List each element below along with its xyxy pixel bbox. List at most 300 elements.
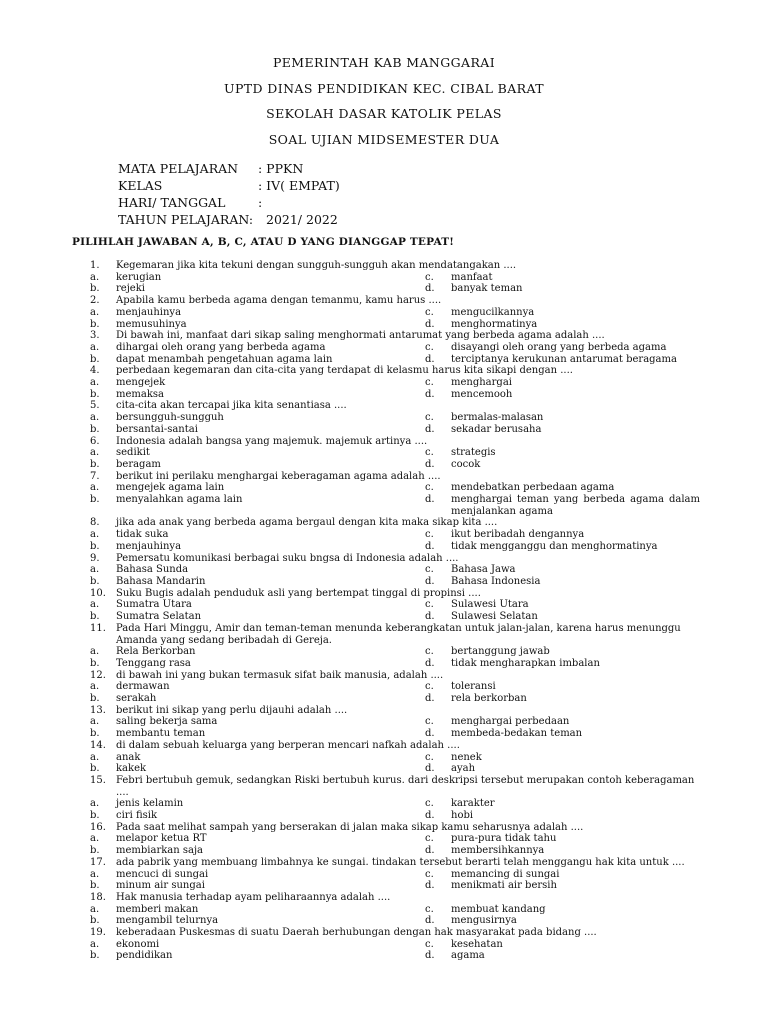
option-a [90,833,425,845]
option-b [90,576,425,588]
option-text: memusuhinya [116,318,187,330]
answer-options [90,447,700,470]
question-stem [90,740,700,752]
option-a [90,869,425,881]
question-number: 8. [90,517,100,529]
question-number: 17. [90,856,106,868]
option-letter: b. [90,611,100,623]
question-number: 10. [90,587,106,599]
option-a [90,272,425,284]
option-text: Sulawesi Selatan [451,611,538,623]
option-text: melapor ketua RT [116,833,207,845]
option-b [90,763,425,775]
question-item [90,775,700,822]
option-a [90,447,425,459]
question-text: jika ada anak yang berbeda agama bergaul dengan kita maka sikap kita .... [116,517,498,529]
answer-options [90,564,700,587]
answer-options [90,681,700,704]
option-c [425,307,700,319]
option-text: menyalahkan agama lain [116,494,243,506]
option-text: ciri fisik [116,810,158,822]
option-text: bermalas-malasan [451,412,544,424]
option-c [425,342,700,354]
option-a [90,482,425,494]
question-stem [90,400,700,412]
question-item [90,365,700,400]
option-a [90,307,425,319]
option-letter: c. [425,903,434,915]
option-b [90,880,425,892]
header-line-school: SEKOLAH DASAR KATOLIK PELAS [266,106,502,121]
question-stem [90,260,700,272]
option-text: pendidikan [116,950,173,962]
option-text: membeda-bedakan teman [451,728,583,740]
option-letter: b. [90,693,100,705]
option-letter: b. [90,540,100,552]
option-letter: a. [90,751,100,763]
question-text: Indonesia adalah bangsa yang majemuk. majemuk artinya .... [116,435,428,447]
option-b [90,424,425,436]
option-text: membantu teman [116,728,206,740]
option-text: Bahasa Mandarin [116,575,206,587]
option-letter: a. [90,271,100,283]
option-b [90,389,425,401]
question-number: 9. [90,552,100,564]
option-text: ekonomi [116,938,160,950]
option-a [90,564,425,576]
question-item [90,927,700,962]
option-text: beragam [116,458,161,470]
question-stem [90,330,700,342]
option-text: agama [451,950,485,962]
option-c [425,646,700,658]
info-label: HARI/ TANGGAL [118,195,226,210]
question-text: ada pabrik yang membuang limbahnya ke sungai. tindakan tersebut berarti telah menggangu hak kita untuk .... [116,856,685,868]
option-letter: b. [90,763,100,775]
question-item [90,670,700,705]
question-stem [90,588,700,600]
option-letter: d. [425,318,435,330]
option-text: kakek [116,763,147,775]
header-line-office: UPTD DINAS PENDIDIKAN KEC. CIBAL BARAT [224,80,544,96]
option-letter: c. [425,833,434,845]
question-item [90,623,700,670]
option-text: kesehatan [451,938,503,950]
option-letter: c. [425,564,434,576]
question-text: keberadaan Puskesmas di suatu Daerah berhubungan dengan hak masyarakat pada bidang .... [116,927,597,939]
option-letter: c. [425,868,434,880]
option-b [90,319,425,331]
info-row-subject [118,160,426,177]
question-number: 15. [90,774,106,786]
option-text: kerugian [116,271,162,283]
question-text: cita-cita akan tercapai jika kita senantiasa .... [116,400,347,412]
option-b [90,728,425,740]
option-letter: a. [90,938,100,950]
option-c [425,798,700,810]
option-text: Tenggang rasa [116,657,191,669]
option-text: mengejek [116,377,166,389]
option-text: tidak suka [116,529,169,541]
question-number: 6. [90,435,100,447]
option-c [425,833,700,845]
option-b [90,950,425,962]
question-stem [90,705,700,717]
answer-options [90,833,700,856]
option-b [90,354,425,366]
option-text: mengambil telurnya [116,915,219,927]
option-c [425,716,700,728]
option-d [425,576,700,588]
option-d [425,728,700,740]
option-b [90,283,425,295]
answer-options [90,272,700,295]
question-item [90,740,700,775]
option-b [90,611,425,623]
option-text: mengejek agama lain [116,482,225,494]
option-text: menghormatinya [451,318,538,330]
option-d [425,611,700,623]
option-letter: a. [90,599,100,611]
option-a [90,646,425,658]
option-letter: c. [425,938,434,950]
question-stem [90,822,700,834]
option-text: Sumatra Utara [116,599,192,611]
option-c [425,412,700,424]
option-d [425,389,700,401]
option-letter: d. [425,283,435,295]
option-a [90,377,425,389]
option-c [425,752,700,764]
option-a [90,412,425,424]
option-d [425,845,700,857]
question-text: berikut ini sikap yang perlu dijauhi adalah .... [116,704,348,716]
option-text: manfaat [451,271,493,283]
option-d [425,494,700,517]
question-stem [90,517,700,529]
option-a [90,599,425,611]
option-letter: a. [90,681,100,693]
option-text: dapat menambah pengetahuan agama lain [116,353,333,365]
option-letter: c. [425,306,434,318]
question-item [90,471,700,518]
option-text: membiarkan saja [116,845,204,857]
question-text: Apabila kamu berbeda agama dengan temanmu, kamu harus .... [116,295,442,307]
option-text: mencemooh [451,388,513,400]
question-item [90,857,700,892]
option-text: tidak mengganggu dan menghormatinya [451,540,658,552]
info-value: 2021/ 2022 [266,212,338,227]
option-letter: d. [425,575,435,587]
option-letter: a. [90,868,100,880]
option-d [425,693,700,705]
header-line-government: PEMERINTAH KAB MANGGARAI [272,55,496,70]
option-letter: d. [425,693,435,705]
option-text: terciptanya kerukunan antarumat beragama [451,353,677,365]
info-label: MATA PELAJARAN [118,161,239,176]
option-letter: c. [425,412,434,424]
info-row-class [118,177,426,194]
question-item [90,295,700,330]
question-item [90,553,700,588]
answer-options [90,798,700,821]
question-number: 16. [90,821,106,833]
question-item [90,705,700,740]
question-stem [90,471,700,483]
question-item [90,822,700,857]
option-b [90,810,425,822]
question-item [90,517,700,552]
option-a [90,904,425,916]
option-d [425,810,700,822]
answer-options [90,752,700,775]
option-letter: d. [425,423,435,435]
option-text: mendebatkan perbedaan agama [451,482,615,494]
option-letter: a. [90,377,100,389]
option-a [90,798,425,810]
option-letter: c. [425,681,434,693]
option-text: rela berkorban [451,693,527,705]
option-a [90,529,425,541]
option-letter: d. [425,540,435,552]
option-d [425,319,700,331]
option-text: menghargai [451,377,512,389]
option-text: karakter [451,798,495,810]
option-letter: c. [425,716,434,728]
option-text: menghargai teman yang berbeda agama dalam menjalankan agama [451,494,700,517]
question-text: Febri bertubuh gemuk, sedangkan Riski bertubuh kurus. dari deskripsi tersebut merupakan contoh keberagaman .... [116,774,695,798]
question-list [90,260,700,962]
option-text: disayangi oleh orang yang berbeda agama [451,341,667,353]
question-item [90,588,700,623]
option-d [425,354,700,366]
question-stem [90,857,700,869]
option-letter: d. [425,810,435,822]
info-value: : IV( EMPAT) [258,178,340,193]
option-text: menikmati air bersih [451,880,557,892]
option-d [425,459,700,471]
question-text: Hak manusia terhadap ayam peliharaannya adalah .... [116,891,391,903]
option-text: memberi makan [116,903,199,915]
option-text: menghargai perbedaan [451,716,570,728]
instruction-text: PILIHLAH JAWABAN A, B, C, ATAU D YANG DIANGGAP TEPAT! [72,236,455,248]
option-text: membersihkannya [451,845,545,857]
exam-info [118,160,426,228]
answer-options [90,599,700,622]
option-letter: b. [90,915,100,927]
option-letter: a. [90,341,100,353]
question-number: 7. [90,470,100,482]
option-letter: a. [90,798,100,810]
option-text: tidak mengharapkan imbalan [451,657,600,669]
option-text: banyak teman [451,283,523,295]
option-text: dermawan [116,681,170,693]
option-c [425,939,700,951]
option-a [90,342,425,354]
question-text: di dalam sebuah keluarga yang berperan mencari nafkah adalah .... [116,739,460,751]
option-c [425,869,700,881]
option-a [90,716,425,728]
answer-options [90,869,700,892]
question-stem [90,775,700,798]
question-stem [90,927,700,939]
option-letter: d. [425,611,435,623]
answer-options [90,716,700,739]
question-text: berikut ini perilaku menghargai keberagaman agama adalah .... [116,470,441,482]
option-text: Bahasa Jawa [451,564,516,576]
option-c [425,681,700,693]
option-letter: d. [425,388,435,400]
option-letter: b. [90,318,100,330]
option-text: strategis [451,447,496,459]
header-line-exam-title: SOAL UJIAN MIDSEMESTER DUA [268,131,500,147]
info-label: KELAS [118,178,163,193]
question-number: 12. [90,669,106,681]
info-label: TAHUN PELAJARAN: [118,212,254,227]
option-text: minum air sungai [116,880,205,892]
option-d [425,424,700,436]
option-text: hobi [451,810,474,822]
option-letter: a. [90,412,100,424]
option-letter: b. [90,657,100,669]
option-b [90,658,425,670]
option-text: toleransi [451,681,496,693]
option-letter: b. [90,880,100,892]
option-letter: d. [425,728,435,740]
option-letter: a. [90,903,100,915]
option-c [425,904,700,916]
option-text: mengucilkannya [451,306,535,318]
question-number: 4. [90,365,100,377]
option-letter: d. [425,763,435,775]
option-c [425,599,700,611]
answer-options [90,342,700,365]
question-number: 18. [90,891,106,903]
option-letter: b. [90,423,100,435]
option-b [90,541,425,553]
info-row-school-year [118,211,426,228]
option-b [90,915,425,927]
option-b [90,693,425,705]
option-letter: c. [425,341,434,353]
option-text: cocok [451,458,481,470]
answer-options [90,377,700,400]
answer-options [90,412,700,435]
option-letter: d. [425,845,435,857]
question-text: Suku Bugis adalah penduduk asli yang bertempat tinggal di propinsi .... [116,587,481,599]
option-letter: a. [90,306,100,318]
question-item [90,260,700,295]
option-text: Rela Berkorban [116,646,196,658]
option-b [90,494,425,517]
option-letter: c. [425,798,434,810]
option-letter: b. [90,494,100,506]
option-letter: a. [90,447,100,459]
option-text: Sulawesi Utara [451,599,529,611]
question-stem [90,623,700,646]
option-letter: d. [425,494,435,506]
option-text: bersungguh-sungguh [116,412,224,424]
option-letter: c. [425,529,434,541]
question-text: Pada saat melihat sampah yang berserakan di jalan maka sikap kamu seharusnya adalah .... [116,821,584,833]
option-letter: a. [90,482,100,494]
option-letter: a. [90,564,100,576]
question-number: 2. [90,295,100,307]
question-stem [90,436,700,448]
option-text: serakah [116,693,157,705]
option-text: menjauhinya [116,306,182,318]
option-d [425,658,700,670]
option-b [90,459,425,471]
option-text: membuat kandang [451,903,546,915]
option-d [425,950,700,962]
answer-options [90,482,700,517]
option-letter: b. [90,728,100,740]
option-c [425,564,700,576]
option-text: sedikit [116,447,150,459]
question-item [90,330,700,365]
question-item [90,400,700,435]
option-letter: c. [425,271,434,283]
option-text: anak [116,751,141,763]
option-text: Sumatra Selatan [116,611,202,623]
answer-options [90,307,700,330]
answer-options [90,939,700,962]
option-letter: d. [425,880,435,892]
option-c [425,529,700,541]
option-text: pura-pura tidak tahu [451,833,557,845]
option-c [425,272,700,284]
answer-options [90,904,700,927]
option-letter: d. [425,950,435,962]
option-d [425,541,700,553]
option-text: Bahasa Sunda [116,564,189,576]
option-letter: c. [425,447,434,459]
option-letter: b. [90,283,100,295]
question-stem [90,365,700,377]
document-header [0,53,768,155]
option-letter: b. [90,353,100,365]
option-text: memaksa [116,388,164,400]
question-number: 19. [90,927,106,939]
option-letter: b. [90,575,100,587]
option-text: Bahasa Indonesia [451,575,541,587]
question-number: 3. [90,330,100,342]
option-text: saling bekerja sama [116,716,218,728]
option-letter: d. [425,353,435,365]
question-text: perbedaan kegemaran dan cita-cita yang terdapat di kelasmu harus kita sikapi dengan .... [116,365,573,377]
option-c [425,482,700,494]
option-text: mengusirnya [451,915,517,927]
option-letter: b. [90,845,100,857]
option-letter: b. [90,950,100,962]
option-letter: c. [425,599,434,611]
question-text: Di bawah ini, manfaat dari sikap saling menghormati antarumat yang berbeda agama adalah .... [116,330,605,342]
option-letter: c. [425,482,434,494]
question-item [90,436,700,471]
answer-options [90,529,700,552]
question-item [90,892,700,927]
option-a [90,681,425,693]
question-stem [90,553,700,565]
question-number: 5. [90,400,100,412]
option-d [425,915,700,927]
option-text: dihargai oleh orang yang berbeda agama [116,341,326,353]
option-c [425,447,700,459]
option-d [425,880,700,892]
option-letter: d. [425,915,435,927]
option-b [90,845,425,857]
